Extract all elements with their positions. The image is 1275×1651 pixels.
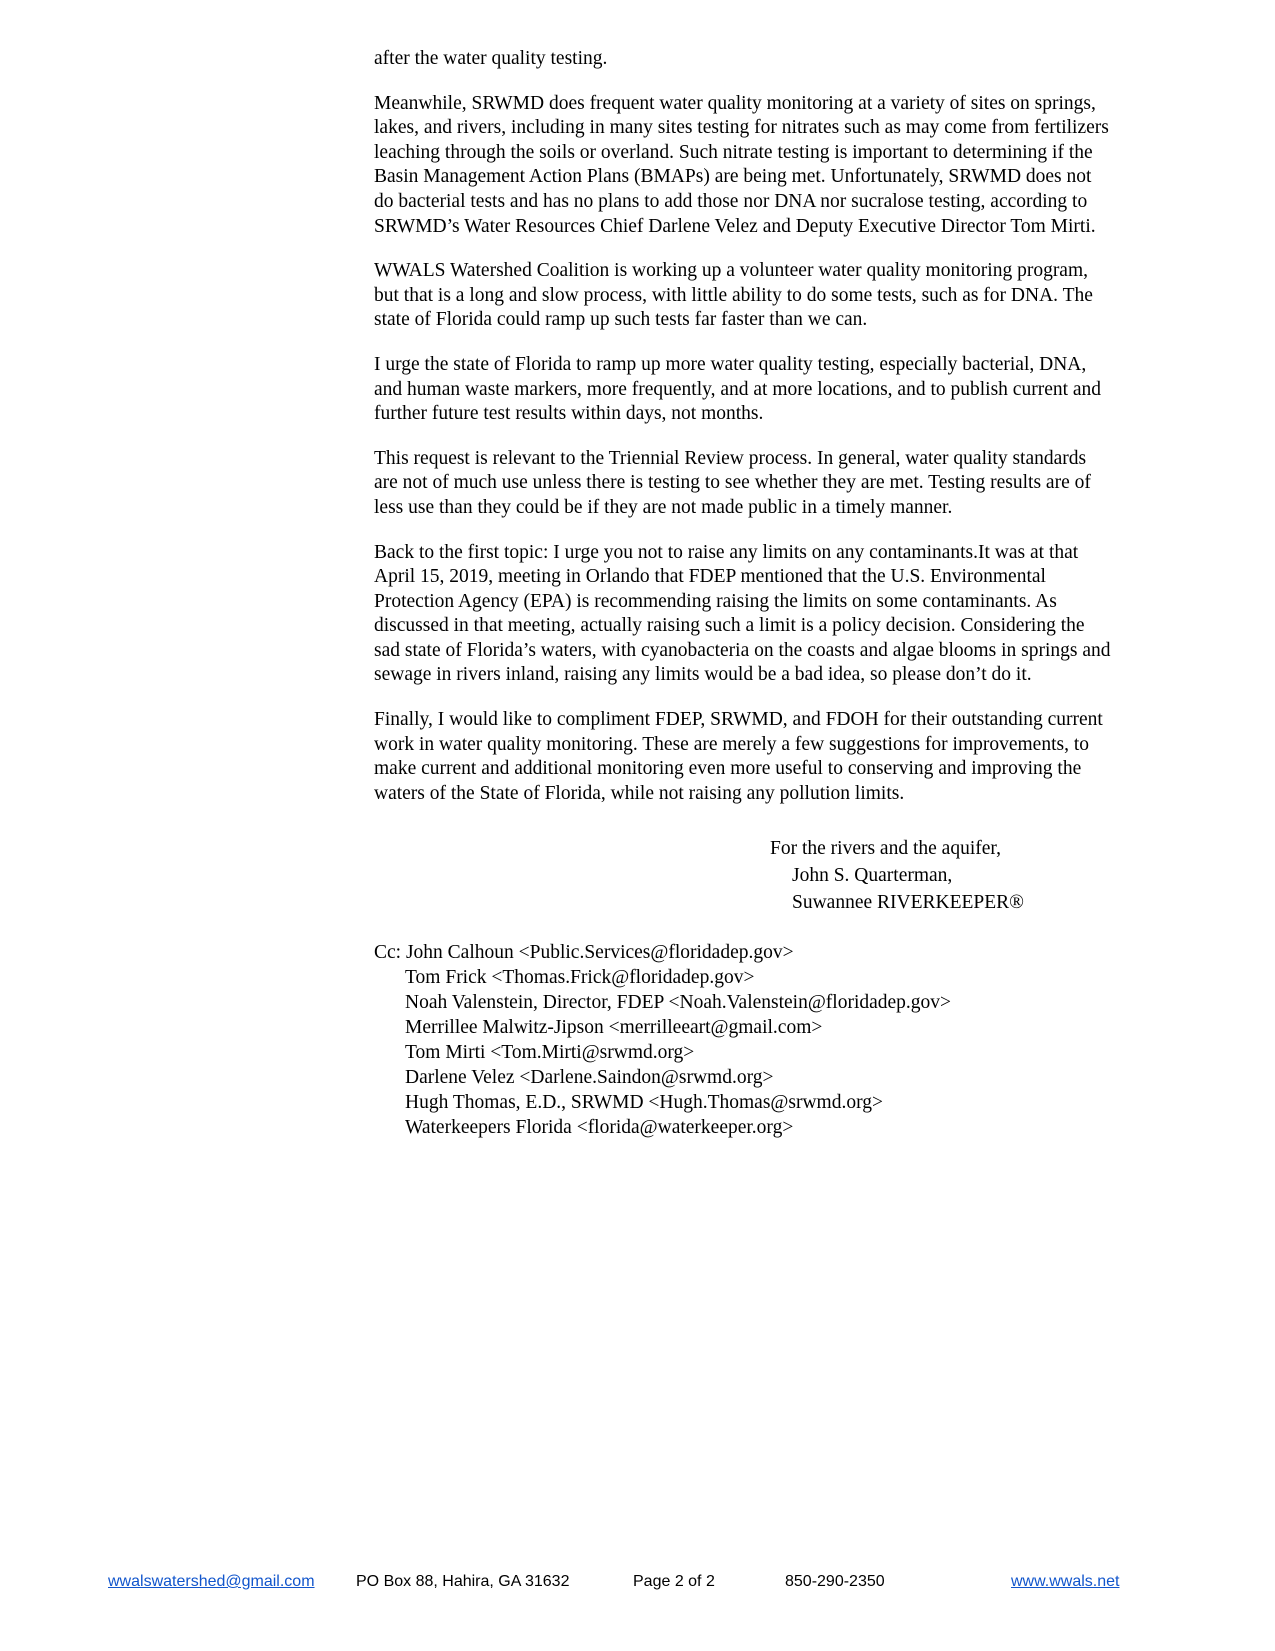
valediction: For the rivers and the aquifer, [770, 838, 1001, 859]
paragraph-compliment: Finally, I would like to compliment FDEP, SRWMD, and FDOH for their outstanding current work in water quality monitoring. These are merely a few suggestions for improvements, to make current and additional monitoring even more useful to conserving and improving the waters of the State of Florida, while not raising any pollution limits. [374, 709, 1103, 804]
cc-line: Waterkeepers Florida <florida@waterkeeper.org> [405, 1117, 794, 1138]
cc-line: Tom Mirti <Tom.Mirti@srwmd.org> [405, 1042, 695, 1063]
signature-block [770, 835, 1024, 916]
footer-website-link[interactable]: www.wwals.net [1011, 1573, 1120, 1590]
paragraph-triennial-review: This request is relevant to the Triennial Review process. In general, water quality standards are not of much use unless there is testing to see whether they are met. Testing results are of less use than they could be if they are not made public in a timely manner. [374, 447, 1091, 518]
footer-page-number: Page 2 of 2 [633, 1573, 715, 1590]
paragraph-testing-request: I urge the state of Florida to ramp up more water quality testing, especially bacterial, DNA, and human waste markers, more frequently, and at more locations, and to publish current and further future test results within days, not months. [374, 353, 1102, 425]
cc-line: Tom Frick <Thomas.Frick@floridadep.gov> [405, 967, 755, 988]
footer-address: PO Box 88, Hahira, GA 31632 [356, 1573, 570, 1590]
cc-list [374, 940, 951, 1140]
paragraph-continuation: after the water quality testing. [374, 48, 608, 69]
cc-line: Merrillee Malwitz-Jipson <merrilleeart@gmail.com> [405, 1017, 823, 1038]
cc-line: Hugh Thomas, E.D., SRWMD <Hugh.Thomas@srwmd.org> [405, 1092, 883, 1113]
footer-phone: 850-290-2350 [785, 1573, 885, 1590]
letter-body [374, 47, 1164, 826]
cc-line: Noah Valenstein, Director, FDEP <Noah.Valenstein@floridadep.gov> [405, 992, 952, 1013]
cc-line: Cc: John Calhoun <Public.Services@floridadep.gov> [374, 942, 794, 963]
page-footer [0, 1572, 1275, 1596]
paragraph-srwmd-monitoring: Meanwhile, SRWMD does frequent water quality monitoring at a variety of sites on springs, lakes, and rivers, including in many sites testing for nitrates such as may come from fertilizers leaching through the soils or overland. Such nitrate testing is important to determining if the Basin Management Action Plans (BMAPs) are being met. Unfortunately, SRWMD does not do bacterial tests and has no plans to add those nor DNA nor sucralose testing, according to SRWMD’s Water Resources Chief Darlene Velez and Deputy Executive Director Tom Mirti. [374, 92, 1109, 237]
signer-title: Suwannee RIVERKEEPER® [792, 892, 1025, 913]
paragraph-wwals-program: WWALS Watershed Coalition is working up a volunteer water quality monitoring program, but that is a long and slow process, with little ability to do some tests, such as for DNA. The state of Florida could ramp up such tests far faster than we can. [374, 260, 1093, 331]
signer-name: John S. Quarterman, [792, 865, 953, 886]
footer-email-link[interactable]: wwalswatershed@gmail.com [108, 1573, 315, 1590]
paragraph-contaminant-limits: Back to the first topic: I urge you not to raise any limits on any contaminants.It was at that April 15, 2019, meeting in Orlando that FDEP mentioned that the U.S. Environmental Protection Agency (EPA) is recommending raising the limits on some contaminants. As discussed in that meeting, actually raising such a limit is a policy decision. Considering the sad state of Florida’s waters, with cyanobacteria on the coasts and algae blooms in springs and sewage in rivers inland, raising any limits would be a bad idea, so please don’t do it. [374, 541, 1111, 686]
cc-line: Darlene Velez <Darlene.Saindon@srwmd.org> [405, 1067, 774, 1088]
